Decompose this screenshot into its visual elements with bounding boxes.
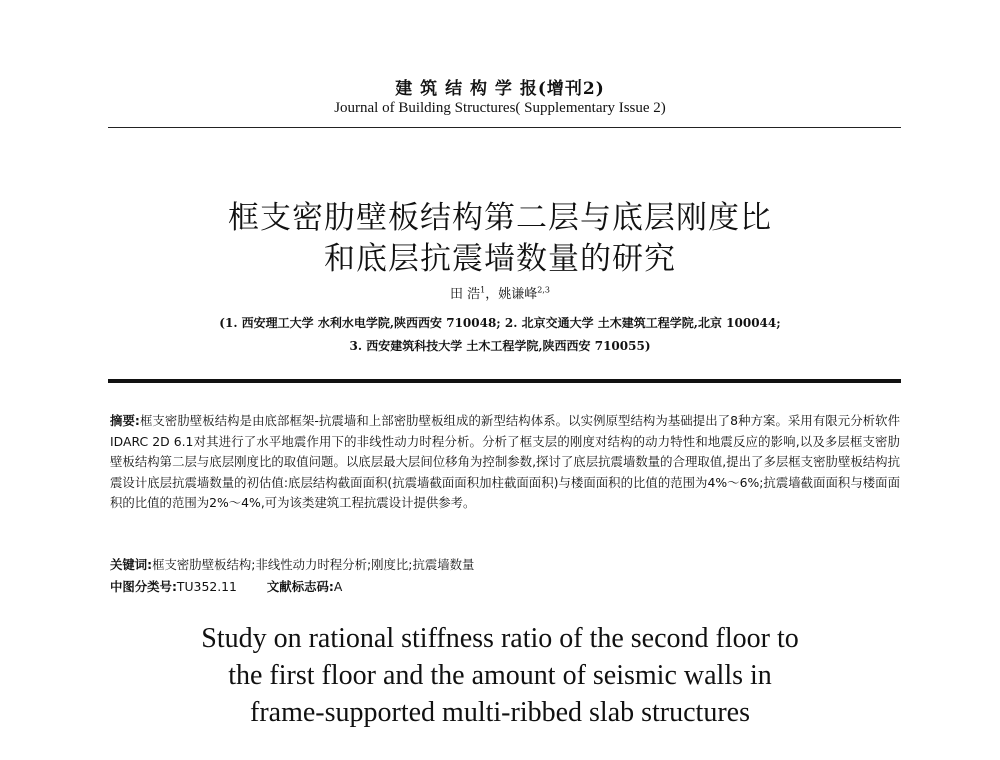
abstract bbox=[110, 411, 900, 514]
author-2-affil: 2,3 bbox=[537, 285, 550, 295]
abstract-label: 摘要: bbox=[110, 413, 140, 428]
journal-title-en: Journal of Building Structures( Supplementary Issue 2) bbox=[334, 100, 666, 116]
authors bbox=[0, 283, 1000, 302]
author-1-affil: 1 bbox=[480, 285, 486, 295]
section-rule bbox=[108, 379, 901, 383]
paper-title-en-line3: frame-supported multi-ribbed slab structures bbox=[250, 697, 750, 728]
affiliation-line1: (1. 西安理工大学 水利水电学院,陕西西安 710048; 2. 北京交通大学 土木建筑工程学院,北京 100044; bbox=[219, 316, 781, 330]
header-rule bbox=[108, 127, 901, 128]
keywords bbox=[110, 555, 900, 573]
author-separator: ， bbox=[485, 287, 499, 302]
paper-title-en-line2: the first floor and the amount of seismic walls in bbox=[228, 660, 772, 691]
author-2: 姚谦峰 bbox=[498, 287, 538, 302]
affiliation-line2: 3. 西安建筑科技大学 土木工程学院,陕西西安 710055) bbox=[349, 339, 651, 353]
paper-title-en-line1: Study on rational stiffness ratio of the second floor to bbox=[201, 623, 799, 654]
keywords-text: 框支密肋壁板结构;非线性动力时程分析;刚度比;抗震墙数量 bbox=[152, 557, 475, 572]
paper-title-cn-line2: 和底层抗震墙数量的研究 bbox=[324, 241, 676, 277]
journal-title-cn: 建 筑 结 构 学 报(增刊2) bbox=[395, 79, 605, 99]
doc-code-label: 文献标志码: bbox=[266, 579, 334, 594]
classification bbox=[110, 577, 900, 595]
doc-code-value: A bbox=[333, 579, 343, 594]
author-1: 田 浩 bbox=[450, 287, 481, 302]
clc-label: 中图分类号: bbox=[110, 579, 177, 594]
keywords-label: 关键词: bbox=[110, 557, 153, 572]
paper-title-en bbox=[0, 620, 1000, 731]
clc-value: TU352.11 bbox=[176, 579, 237, 594]
abstract-text: 框支密肋壁板结构是由底部框架-抗震墙和上部密肋壁板组成的新型结构体系。以实例原型结构为基础提出了8种方案。采用有限元分析软件IDARC 2D 6.1对其进行了水平地震作用下的非线性动力时程分析。分析了框支层的刚度对结构的动力特性和地震反应的影响,以及多层框支密肋壁板结构第二层与底层刚度比的取值问题。以底层最大层间位移角为控制参数,探讨了底层抗震墙数量的合理取值,提出了多层框支密肋壁板结构抗震设计底层抗震墙数量的初估值:底层结构截面面积(抗震墙截面面积加柱截面面积)与楼面面积的比值的范围为4%～6%;抗震墙截面面积与楼面面积的比值的范围为2%～4%,可为该类建筑工程抗震设计提供参考。 bbox=[110, 413, 900, 511]
paper-title-cn-line1: 框支密肋壁板结构第二层与底层刚度比 bbox=[228, 200, 772, 236]
